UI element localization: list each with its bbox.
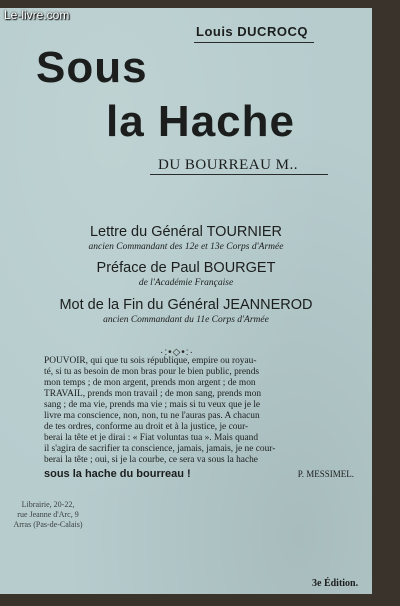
publisher-address-line: Librairie, 20-22,: [21, 500, 75, 509]
quote-line: berai la tête ; oui, si je la courbe, ce sera va sous la hache: [44, 455, 258, 465]
quote-line: mon temps ; de mon argent, prends mon argent ; de mon: [44, 378, 256, 388]
ornament-divider: ·:•◇•:·: [160, 347, 194, 358]
contents-note-1: ancien Commandant des 12e et 13e Corps d'Armée: [88, 242, 284, 252]
quote-line: POUVOIR, qui que tu sois république, empire ou royau-: [44, 356, 257, 366]
contents-note-3: ancien Commandant du 11e Corps d'Armée: [103, 315, 269, 325]
quote-line: de tes ordres, conforme au droit et à la justice, je cour-: [44, 422, 249, 432]
publisher-address-line: rue Jeanne d'Arc, 9: [17, 510, 79, 519]
contents-heading-3: Mot de la Fin du Général JEANNEROD: [59, 297, 313, 313]
subtitle: DU BOURREAU M..: [158, 157, 299, 173]
author-underline: [194, 42, 314, 43]
quote-line: livre ma conscience, non, non, tu ne l'auras pas. A chacun: [44, 411, 260, 421]
contents-heading-2: Préface de Paul BOURGET: [96, 260, 276, 276]
quote-line: té, si tu as besoin de mon bras pour le bien public, prends: [44, 367, 260, 377]
contents-heading-1: Lettre du Général TOURNIER: [89, 224, 283, 240]
quote-closing-text: sous la hache du bourreau !: [44, 468, 191, 480]
subtitle-underline: [150, 174, 328, 175]
quote-line: il s'agira de sacrifier ta conscience, jamais, jamais, je ne cour-: [44, 444, 276, 454]
quote-line: sang ; de ma vie, prends ma vie ; mais si tu veux que je le: [44, 400, 261, 410]
watermark: Le-livre.com: [4, 8, 70, 22]
quote-signature: P. MESSIMEL.: [297, 469, 354, 479]
quote-line: TRAVAIL, prends mon travail ; de mon sang, prends mon: [44, 389, 262, 399]
title-line-2: la Hache: [106, 97, 295, 146]
book-cover: [0, 8, 372, 594]
edition-label: 3e Édition.: [312, 578, 359, 589]
title-line-1: Sous: [36, 43, 148, 92]
contents-note-2: de l'Académie Française: [138, 278, 234, 288]
publisher-address-line: Arras (Pas-de-Calais): [13, 520, 83, 529]
author-name: Louis DUCROCQ: [196, 24, 308, 39]
quote-closing-line: [44, 468, 354, 480]
quote-line: berai la tête et je dirai : « Fiat voluntas tua ». Mais quand: [44, 433, 259, 443]
